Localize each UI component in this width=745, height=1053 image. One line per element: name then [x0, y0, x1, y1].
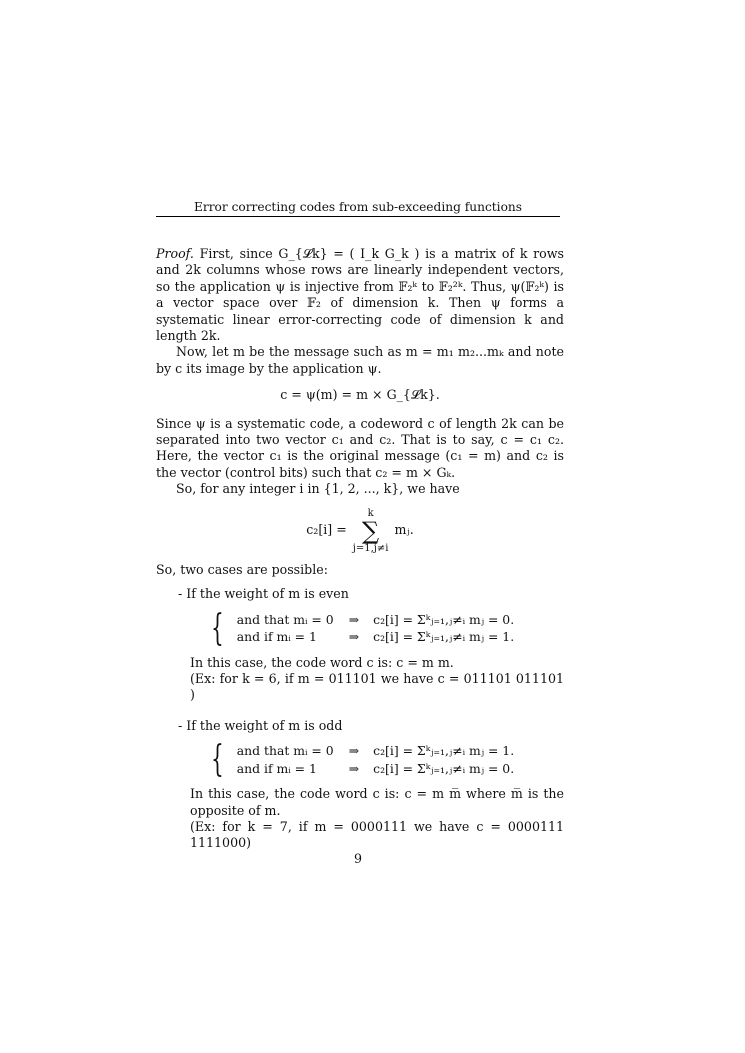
proof-paragraph-1-text: First, since G_{𝓛k} = ( I_k G_k ) is a matrix of k rows and 2k columns whose rows are linearly independent vectors, so the application ψ is injective from 𝔽₂ᵏ to 𝔽₂²ᵏ. Thus, ψ(𝔽₂ᵏ) is a vector space over 𝔽₂ of dimension k. Then ψ forms a systematic linear error-correcting code of dimension k and length 2k. — [156, 246, 565, 344]
proof-paragraph-1 — [156, 246, 564, 344]
case-even-rows — [237, 612, 514, 646]
implies-icon: ⇒ — [348, 760, 360, 776]
left-brace-icon: { — [210, 739, 224, 781]
implies-icon: ⇒ — [348, 611, 360, 627]
case-row — [237, 743, 514, 759]
case-odd-rows — [237, 743, 514, 777]
sigma-lower-limit: j=1,j≠i — [352, 542, 389, 554]
left-brace-icon: { — [210, 607, 224, 649]
proof-body — [156, 246, 564, 852]
case-even-text-2: (Ex: for k = 6, if m = 011101 we have c = 011101 011101 ) — [190, 670, 564, 703]
case-odd-text-2: (Ex: for k = 7, if m = 0000111 we have c = 0000111 1111000) — [190, 818, 564, 851]
case-result: c₂[i] = Σᵏⱼ₌₁,ⱼ≠ᵢ mⱼ = 0. — [373, 760, 515, 776]
case-even-system — [156, 607, 564, 649]
case-odd-text-1: In this case, the code word c is: c = m m̅ where m̅ is the opposite of m. — [190, 786, 564, 818]
proof-paragraph-3: Since ψ is a systematic code, a codeword c of length 2k can be separated into two vector c₁ and c₂. That is to say, c = c₁ c₂. Here, the vector c₁ is the original message (c₁ = m) and c₂ is the vector (control bits) such that c₂ = m × Gₖ. — [156, 415, 564, 480]
proof-paragraph-2: Now, let m be the message such as m = m₁ m₂...mₖ and note by c its image by the application ψ. — [156, 344, 564, 376]
equation-codeword: c = ψ(m) = m × G_{𝓛k}. — [280, 387, 440, 403]
proof-label: Proof. — [156, 246, 194, 261]
implies-icon: ⇒ — [348, 743, 360, 759]
case-row — [237, 629, 514, 645]
implies-icon: ⇒ — [348, 629, 360, 644]
case-even-text-1: In this case, the code word c is: c = m m. — [190, 654, 454, 670]
equation-sum-rhs: mⱼ. — [394, 522, 414, 538]
header-rule — [156, 216, 560, 217]
case-condition: and if mᵢ = 1 — [236, 760, 317, 776]
proof-paragraph-4: So, for any integer i in {1, 2, ..., k}, we have — [176, 481, 460, 497]
case-condition: and that mᵢ = 0 — [236, 743, 334, 759]
equation-sum — [156, 508, 564, 554]
case-condition: and that mᵢ = 0 — [236, 611, 334, 627]
case-result: c₂[i] = Σᵏⱼ₌₁,ⱼ≠ᵢ mⱼ = 1. — [373, 743, 515, 759]
case-row — [237, 612, 514, 628]
sigma-icon: ∑ — [362, 516, 380, 545]
case-row — [237, 761, 514, 777]
case-result: c₂[i] = Σᵏⱼ₌₁,ⱼ≠ᵢ mⱼ = 1. — [373, 629, 515, 644]
case-condition: and if mᵢ = 1 — [236, 629, 317, 644]
sigma-upper-limit: k — [367, 507, 374, 519]
case-result: c₂[i] = Σᵏⱼ₌₁,ⱼ≠ᵢ mⱼ = 0. — [373, 611, 515, 627]
sigma-symbol — [353, 508, 389, 554]
proof-paragraph-5: So, two cases are possible: — [156, 561, 328, 577]
page-number: 9 — [353, 851, 362, 866]
case-odd-system — [156, 739, 564, 781]
equation-sum-lhs: c₂[i] = — [306, 522, 347, 538]
running-header: Error correcting codes from sub-exceeding functions — [193, 200, 523, 214]
case-odd-title: - If the weight of m is odd — [178, 717, 343, 733]
case-even-title: - If the weight of m is even — [178, 586, 349, 602]
